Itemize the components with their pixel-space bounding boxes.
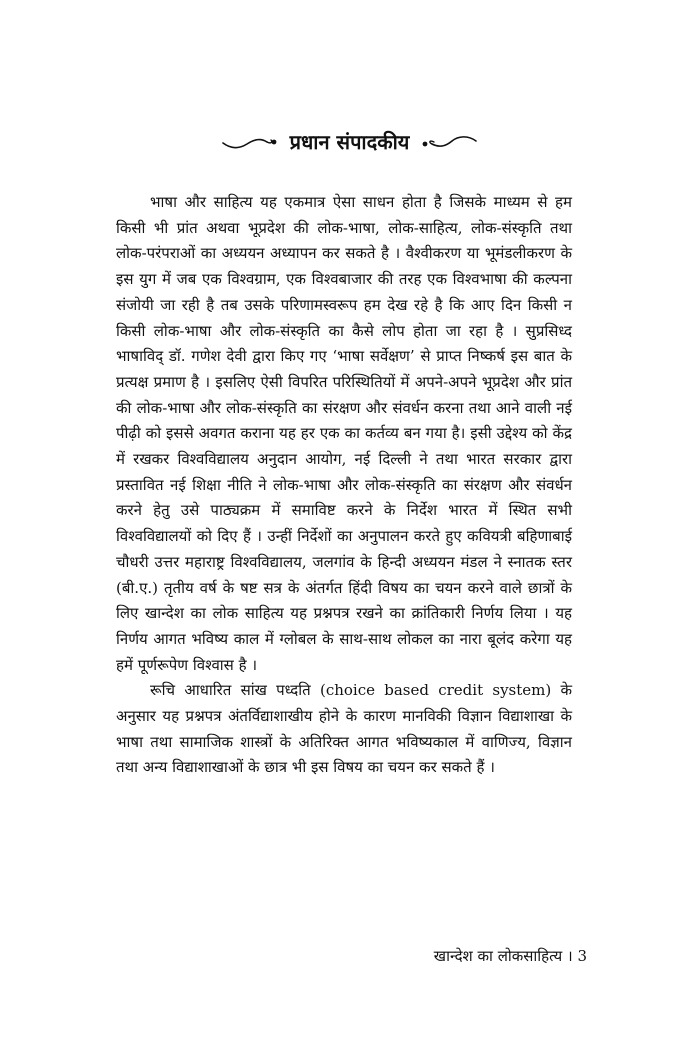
footer-book-title: खान्देश का लोकसाहित्य: [433, 947, 563, 965]
body-text: [116, 190, 572, 781]
page-heading: [0, 128, 699, 155]
page-footer: [434, 946, 587, 966]
paragraph-1: भाषा और साहित्य यह एकमात्र ऐसा साधन होता है जिसके माध्यम से हम किसी भी प्रांत अथवा भूप्रदेश की लोक-भाषा, लोक-साहित्य, लोक-संस्कृति तथा लोक-परंपराओं का अध्ययन अध्यापन कर सकते है । वैश्वीकरण या भूमंडलीकरण के इस युग में जब एक विश्वग्राम, एक विश्वबाजार की तरह एक विश्वभाषा की कल्पना संजोयी जा रही है तब उसके परिणामस्वरूप हम देख रहे है कि आए दिन किसी न किसी लोक-भाषा और लोक-संस्कृति का कैसे लोप होता जा रहा है । सुप्रसिध्द भाषाविद् डॉ. गणेश देवी द्वारा किए गए ‘भाषा सर्वेक्षण’ से प्राप्त निष्कर्ष इस बात के प्रत्यक्ष प्रमाण है । इसलिए ऐसी विपरित परिस्थितियों में अपने-अपने भूप्रदेश और प्रांत की लोक-भाषा और लोक-संस्कृति का संरक्षण और संवर्धन करना तथा आने वाली नई पीढ़ी को इससे अवगत कराना यह हर एक का कर्तव्य बन गया है। इसी उद्देश्य को केंद्र में रखकर विश्वविद्यालय अनुदान आयोग, नई दिल्ली ने तथा भारत सरकार द्वारा प्रस्तावित नई शिक्षा नीति ने लोक-भाषा और लोक-संस्कृति का संरक्षण और संवर्धन करने हेतु उसे पाठ्यक्रम में समाविष्ट करने के निर्देश भारत में स्थित सभी विश्वविद्यालयों को दिए हैं । उन्हीं निर्देशों का अनुपालन करते हुए कवियत्री बहिणाबाई चौधरी उत्तर महाराष्ट्र विश्वविद्यालय, जलगांव के हिन्दी अध्ययन मंडल ने स्नातक स्तर (बी.ए.) तृतीय वर्ष के षष्ट सत्र के अंतर्गत हिंदी विषय का चयन करने वाले छात्रों के लिए खान्देश का लोक साहित्य यह प्रश्नपत्र रखने का क्रांतिकारी निर्णय लिया । यह निर्णय आगत भविष्य काल में ग्लोबल के साथ-साथ लोकल का नारा बूलंद करेगा यह हमें पूर्णरूपेण विश्वास है ।: [116, 193, 572, 674]
footer-separator: ।: [566, 947, 573, 965]
swirl-ornament-left-icon: [221, 134, 277, 150]
paragraph-2: रूचि आधारित सांख पध्दति (choice based credit system) के अनुसार यह प्रश्नपत्र अंतर्विद्याशाखीय होने के कारण मानविकी विज्ञान विद्याशाखा के भाषा तथा सामाजिक शास्त्रों के अतिरिक्त आगत भविष्यकाल में वाणिज्य, विज्ञान तथा अन्य विद्याशाखाओं के छात्र भी इस विषय का चयन कर सकते हैं ।: [116, 681, 572, 777]
swirl-ornament-right-icon: [422, 134, 478, 150]
page-number: 3: [577, 947, 587, 965]
page-title: प्रधान संपादकीय: [289, 130, 410, 154]
